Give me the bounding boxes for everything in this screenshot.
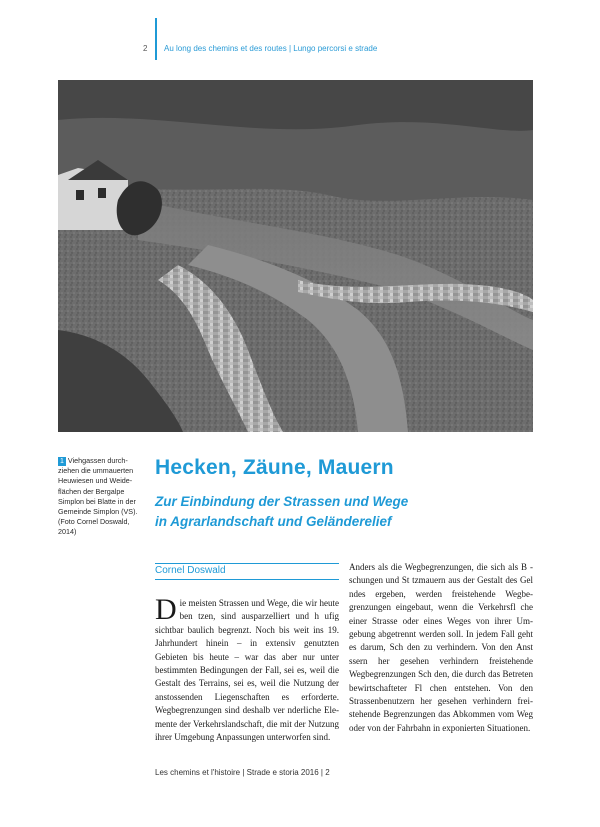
drop-cap: D	[155, 593, 177, 626]
landscape-photo-icon	[58, 80, 533, 432]
article-title: Hecken, Zäune, Mauern	[155, 456, 394, 479]
figure-number: 1	[60, 458, 64, 465]
body-column-left	[155, 593, 339, 744]
caption-text: Viehgassen durchziehen die ummauerten Heuwiesen und Weideflächen der Bergalpe Simplon bei Blatte in der Gemeinde Simplon (VS). (Foto Cornel Doswald, 2014)	[58, 456, 138, 537]
page-footer: Les chemins et l'histoire | Strade e storia 2016 | 2	[155, 768, 330, 777]
article-subtitle	[155, 492, 408, 532]
body-text-right: Anders als die Wegbegrenzungen, die sich als B schungen und St tzmauern aus der Gestalt des Gel ndes ergeben, werden freistehende Wegbegrenzungen eingebaut, wenn die Verkehrsfl che einer Strasse oder eines Weges von ihrer Umgebung abgetrennt werden soll. In jedem Fall geht es darum, Sch den zu verhindern. Von den Anst ssern her gesehen verhindern freistehende Wegbegrenzungen Sch den, die durch das Betreten bewirtschafteter Fl chen entstehen. Von den Strassenbenutzern her gesehen verhindern freistehende Begrenzungen das Abkommen vom Weg oder von der Fahrbahn in exponierten Situationen.	[349, 562, 533, 733]
figure-caption	[58, 456, 146, 538]
running-header: Au long des chemins et des routes | Lungo percorsi e strade	[164, 44, 378, 53]
body-text-left: ie meisten Strassen und Wege, die wir heute ben tzen, sind ausparzelliert und h ufig sichtbar baulich begrenzt. Noch bis weit ins 19. Jahrhundert hinein – in extensiv genutzten Gebieten bis heute – war das aber nur unter bestimmten Bedingungen der Fall, sei es, weil die Gestalt des Terrains, sei es, weil die Nutzung der anstossenden Liegenschaften es erforderte. Wegbegrenzungen sind deshalb ver nderliche Elemente der Verkehrslandschaft, die mit der Nutzung ihrer Umgebung Anpassungen unterworfen sind.	[155, 598, 339, 743]
body-column-right	[349, 561, 533, 735]
header-rule	[155, 18, 157, 60]
author-byline: Cornel Doswald	[155, 563, 339, 580]
page-number-top: 2	[143, 44, 148, 53]
subtitle-line-2: in Agrarlandschaft und Geländerelief	[155, 514, 392, 529]
subtitle-line-1: Zur Einbindung der Strassen und Wege	[155, 494, 409, 509]
